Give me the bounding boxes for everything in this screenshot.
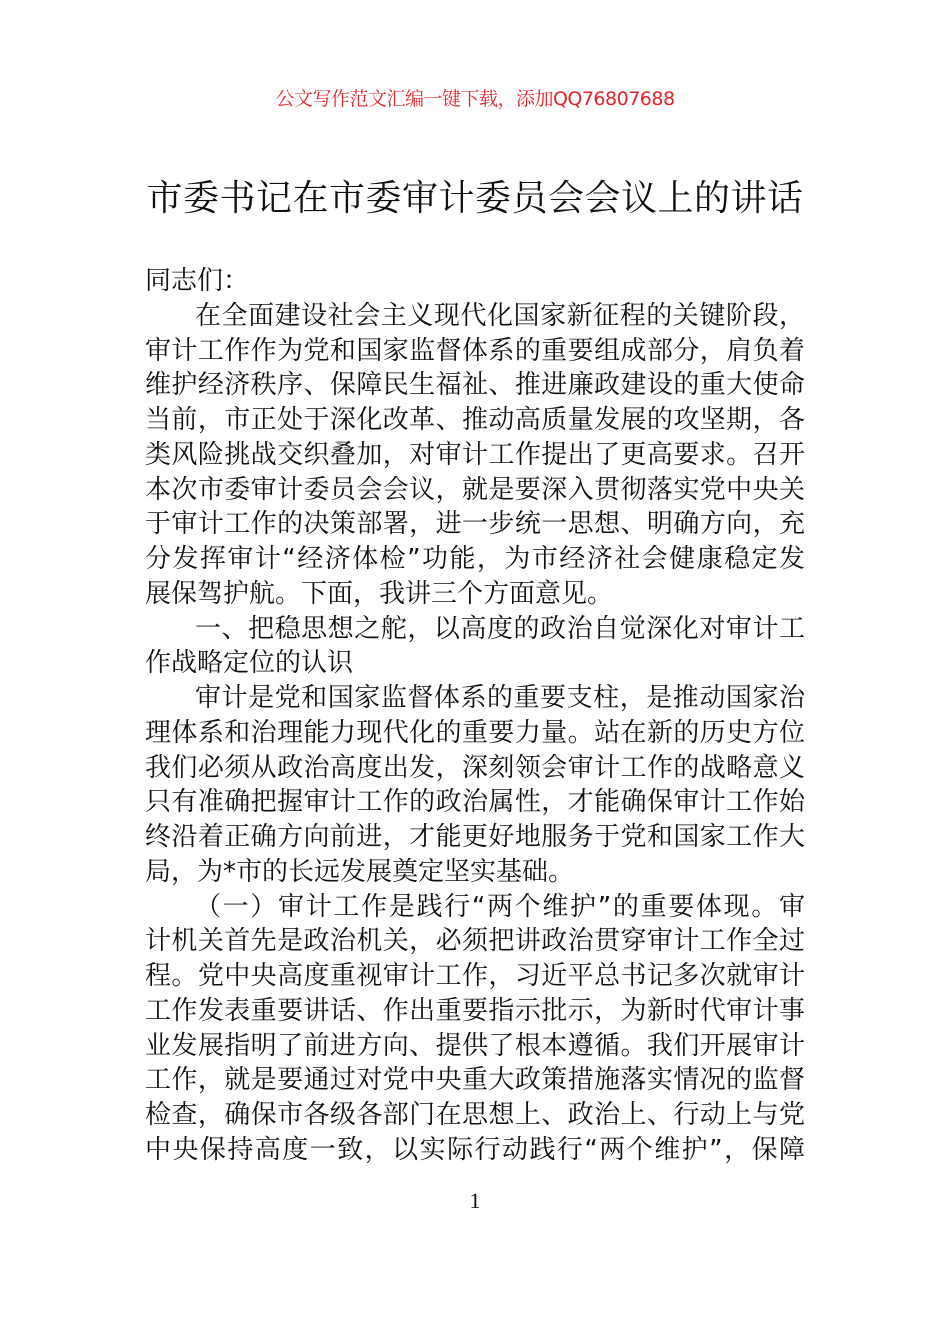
text-line: 终沿着正确方向前进，才能更好地服务于党和国家工作大 [145, 822, 805, 852]
text-line: 审计工作作为党和国家监督体系的重要组成部分，肩负着 [145, 335, 805, 366]
text-line: 一、把稳思想之舵，以高度的政治自觉深化对审计工 [195, 613, 805, 644]
text-line: 同志们： [145, 266, 250, 296]
text-line: 中央保持高度一致，以实际行动践行“两个维护”，保障 [145, 1134, 805, 1165]
watermark-header: 公文写作范文汇编一键下载，添加QQ76807688 [275, 88, 675, 110]
text-line: 局，为*市的长远发展奠定坚实基础。 [145, 856, 575, 887]
text-line: 类风险挑战交织叠加，对审计工作提出了更高要求。召开 [145, 439, 805, 470]
text-line: 分发挥审计“经济体检”功能，为市经济社会健康稳定发 [145, 544, 805, 574]
text-line: 本次市委审计委员会会议，就是要深入贯彻落实党中央关 [145, 474, 805, 505]
text-line: 当前，市正处于深化改革、推动高质量发展的攻坚期，各 [145, 405, 805, 435]
text-line: 工作发表重要讲话、作出重要指示批示，为新时代审计事 [145, 995, 805, 1026]
text-line: 于审计工作的决策部署，进一步统一思想、明确方向，充 [145, 509, 805, 540]
text-line: 只有准确把握审计工作的政治属性，才能确保审计工作始 [145, 787, 805, 818]
text-line: 展保驾护航。下面，我讲三个方面意见。 [145, 578, 614, 609]
text-line: 工作，就是要通过对党中央重大政策措施落实情况的监督 [145, 1065, 805, 1096]
text-line: 业发展指明了前进方向、提供了根本遵循。我们开展审计 [145, 1030, 805, 1061]
document-title: 市委书记在市委审计委员会会议上的讲话 [146, 178, 804, 219]
text-line: 理体系和治理能力现代化的重要力量。站在新的历史方位 [145, 717, 805, 748]
text-line: 检查，确保市各级各部门在思想上、政治上、行动上与党 [145, 1100, 805, 1130]
text-line: 程。党中央高度重视审计工作，习近平总书记多次就审计 [145, 961, 805, 991]
text-line: 维护经济秩序、保障民生福祉、推进廉政建设的重大使命 [145, 370, 805, 401]
text-line: 计机关首先是政治机关，必须把讲政治贯穿审计工作全过 [145, 926, 805, 957]
text-line: 审计是党和国家监督体系的重要支柱，是推动国家治 [195, 683, 805, 713]
document-body [145, 264, 805, 1168]
text-line: 作战略定位的认识 [145, 648, 354, 679]
text-line: （一）审计工作是践行“两个维护”的重要体现。审 [195, 891, 805, 922]
text-line: 在全面建设社会主义现代化国家新征程的关键阶段， [195, 300, 805, 331]
page-number: 1 [469, 1188, 481, 1213]
text-line: 我们必须从政治高度出发，深刻领会审计工作的战略意义 [145, 752, 805, 783]
